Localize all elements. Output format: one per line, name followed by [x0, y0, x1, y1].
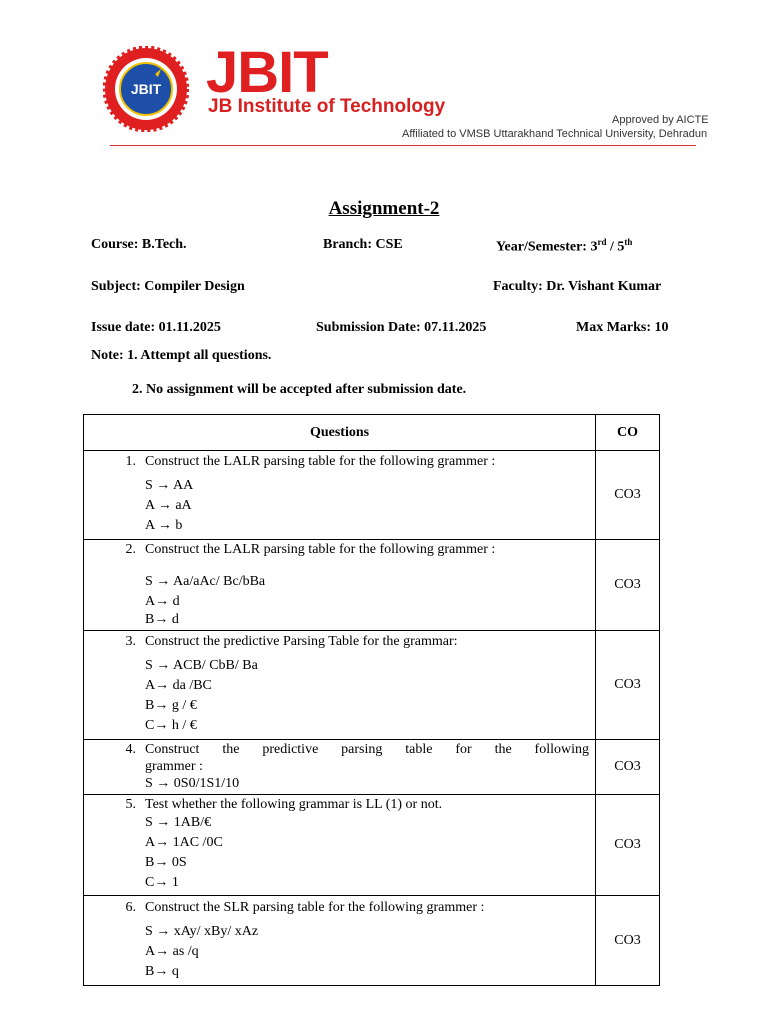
- grammar-line: S → AA: [145, 478, 194, 493]
- course: Course: B.Tech.: [91, 237, 187, 252]
- question-text: Construct the predictive Parsing Table for the grammar:: [145, 634, 458, 649]
- institute-name: JB Institute of Technology: [208, 96, 446, 117]
- grammar-line: B→ 0S: [145, 855, 187, 870]
- grammar-line: C→ 1: [145, 875, 179, 890]
- grammar-line: A→ 1AC /0C: [145, 835, 223, 850]
- table-header-row: [84, 415, 660, 451]
- grammar-line: B→ g / €: [145, 698, 197, 713]
- issue-date: Issue date: 01.11.2025: [91, 320, 221, 335]
- question-text: Construct the LALR parsing table for the following grammer :: [145, 454, 496, 469]
- grammar-line: S → 1AB/€: [145, 815, 212, 830]
- affiliation: Affiliated to VMSB Uttarakhand Technical University, Dehradun: [402, 128, 708, 140]
- table-row: [84, 740, 660, 795]
- question-text: Test whether the following grammar is LL (1) or not.: [145, 797, 443, 812]
- question-number: 1.: [125, 454, 136, 469]
- table-row: [84, 795, 660, 896]
- question-cell: [84, 540, 596, 631]
- question-cell: [84, 451, 596, 540]
- question-number: 5.: [125, 797, 136, 812]
- logo-text: JBIT: [130, 81, 162, 97]
- questions-table: [83, 414, 660, 986]
- subject: Subject: Compiler Design: [91, 279, 245, 294]
- grammar-line: A→ d: [145, 594, 180, 609]
- question-number: 3.: [125, 634, 136, 649]
- assignment-title: Assignment-2: [328, 198, 440, 219]
- question-number: 4.: [125, 742, 136, 757]
- note-line-2: 2. No assignment will be accepted after submission date.: [132, 382, 467, 397]
- co-header: CO: [596, 415, 660, 451]
- grammar-line: A→ as /q: [145, 943, 199, 959]
- question-text: Construct the predictive parsing table for the following: [145, 742, 589, 757]
- question-text: Construct the LALR parsing table for the following grammer :: [145, 542, 496, 557]
- question-cell: [84, 631, 596, 740]
- co-value: CO3: [596, 451, 660, 540]
- questions-header: Questions: [84, 415, 596, 451]
- header-divider: [110, 145, 696, 146]
- grammar-line: A → b: [145, 518, 183, 533]
- grammar-line: A → aA: [145, 498, 192, 513]
- faculty: Faculty: Dr. Vishant Kumar: [493, 279, 662, 294]
- question-number: 2.: [125, 542, 136, 557]
- co-value: CO3: [596, 540, 660, 631]
- co-value: CO3: [596, 896, 660, 986]
- co-value: CO3: [596, 631, 660, 740]
- co-value: CO3: [596, 795, 660, 896]
- question-text: Construct the SLR parsing table for the following grammer :: [145, 899, 485, 915]
- letterhead: [0, 0, 768, 150]
- note-line-1: Note: 1. Attempt all questions.: [91, 348, 272, 363]
- submission-date: Submission Date: 07.11.2025: [316, 320, 487, 335]
- institute-seal-logo: [103, 46, 189, 132]
- co-value: CO3: [596, 740, 660, 795]
- question-cell: [84, 896, 596, 986]
- grammar-line: S → 0S0/1S1/10: [145, 776, 240, 791]
- question-cell: [84, 795, 596, 896]
- branch: Branch: CSE: [323, 237, 403, 252]
- grammar-line: S → ACB/ CbB/ Ba: [145, 658, 258, 673]
- brand-wordmark: JBIT: [206, 40, 328, 105]
- max-marks: Max Marks: 10: [576, 320, 669, 335]
- table-row: [84, 631, 660, 740]
- table-row: [84, 451, 660, 540]
- grammar-line: S → Aa/aAc/ Bc/bBa: [145, 574, 266, 589]
- grammar-line: S → xAy/ xBy/ xAz: [145, 923, 259, 939]
- year-semester: Year/Semester: 3rd / 5th: [496, 237, 633, 255]
- grammar-line: C→ h / €: [145, 718, 197, 733]
- question-text-continued: grammer :: [145, 759, 203, 774]
- grammar-line: A→ da /BC: [145, 678, 212, 693]
- table-row: [84, 896, 660, 986]
- question-cell: [84, 740, 596, 795]
- grammar-line: B→ q: [145, 963, 179, 979]
- question-number: 6.: [125, 899, 136, 915]
- grammar-line: B→ d: [145, 612, 179, 627]
- table-row: [84, 540, 660, 631]
- approved-by: Approved by AICTE: [612, 114, 709, 126]
